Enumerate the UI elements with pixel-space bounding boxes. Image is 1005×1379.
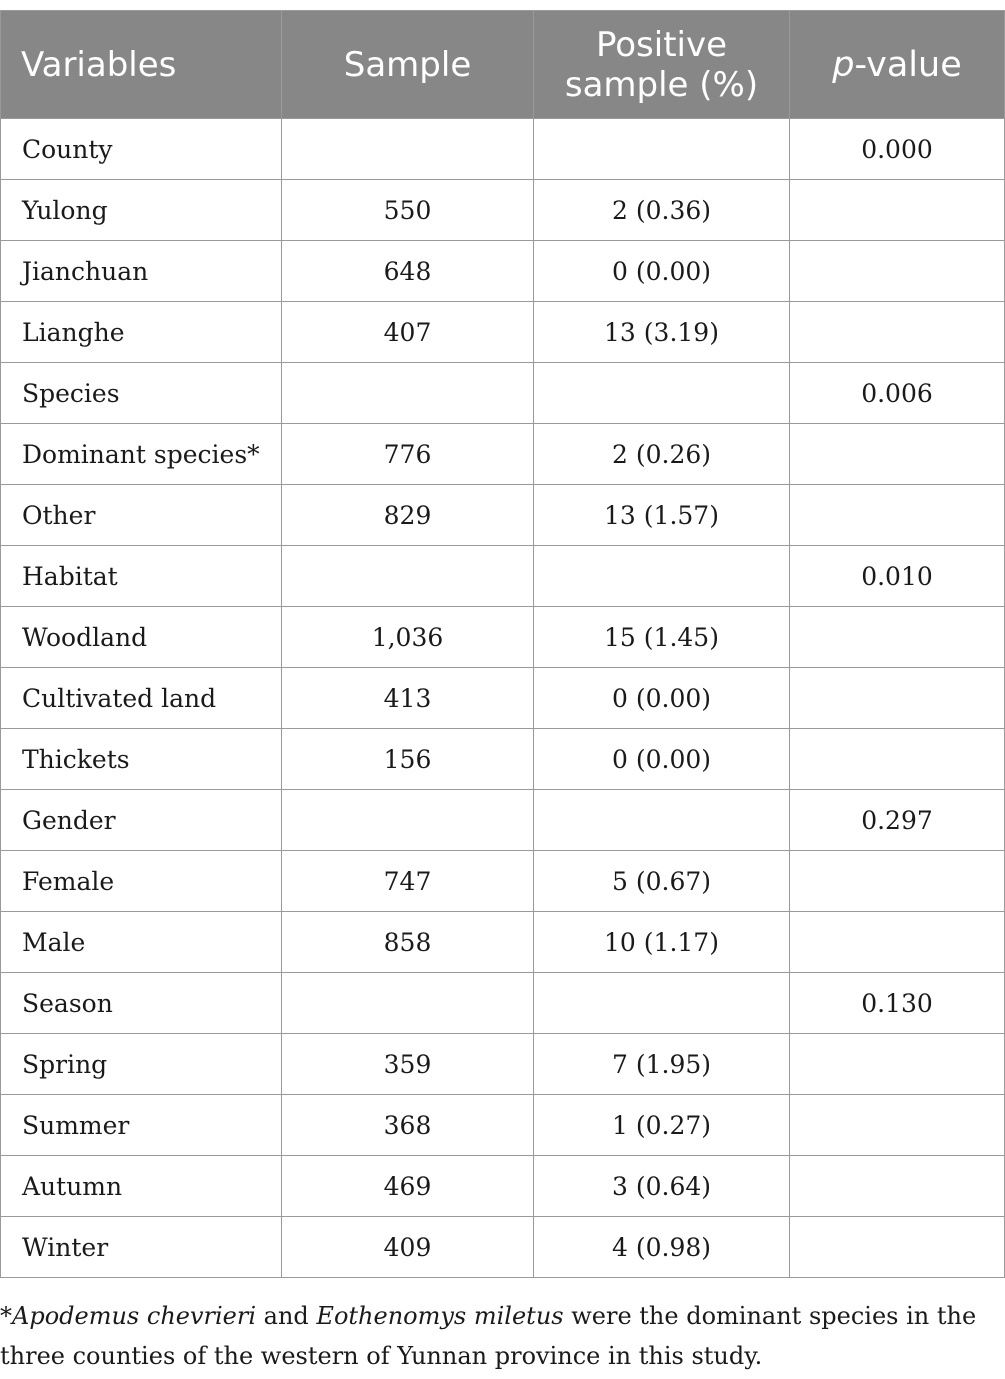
header-pvalue (790, 11, 1005, 119)
cell-positive-sample: 0 (0.00) (534, 729, 790, 790)
cell-sample (282, 973, 534, 1034)
table-row (1, 180, 1005, 241)
table-row (1, 1156, 1005, 1217)
cell-variable: County (1, 119, 282, 180)
cell-variable: Summer (1, 1095, 282, 1156)
cell-sample (282, 363, 534, 424)
footnote-marker: * (0, 1302, 12, 1330)
cell-variable: Dominant species* (1, 424, 282, 485)
table-row (1, 912, 1005, 973)
table-row (1, 851, 1005, 912)
cell-variable: Season (1, 973, 282, 1034)
cell-sample: 776 (282, 424, 534, 485)
cell-variable: Other (1, 485, 282, 546)
cell-positive-sample: 15 (1.45) (534, 607, 790, 668)
table-body (1, 119, 1005, 1278)
cell-positive-sample (534, 790, 790, 851)
cell-variable: Spring (1, 1034, 282, 1095)
cell-variable: Thickets (1, 729, 282, 790)
table-row (1, 1095, 1005, 1156)
cell-positive-sample: 13 (1.57) (534, 485, 790, 546)
table-row (1, 1217, 1005, 1278)
cell-variable: Autumn (1, 1156, 282, 1217)
cell-positive-sample (534, 363, 790, 424)
cell-pvalue (790, 1095, 1005, 1156)
cell-sample (282, 790, 534, 851)
cell-positive-sample: 4 (0.98) (534, 1217, 790, 1278)
cell-pvalue (790, 1217, 1005, 1278)
cell-positive-sample: 2 (0.26) (534, 424, 790, 485)
cell-variable: Gender (1, 790, 282, 851)
cell-variable: Woodland (1, 607, 282, 668)
cell-pvalue (790, 729, 1005, 790)
cell-sample (282, 119, 534, 180)
cell-positive-sample: 0 (0.00) (534, 668, 790, 729)
cell-positive-sample: 13 (3.19) (534, 302, 790, 363)
cell-positive-sample: 7 (1.95) (534, 1034, 790, 1095)
footnote-species-1: Apodemus chevrieri (12, 1302, 257, 1330)
cell-sample: 407 (282, 302, 534, 363)
table-row (1, 363, 1005, 424)
table-header (1, 11, 1005, 119)
cell-pvalue (790, 424, 1005, 485)
cell-variable: Winter (1, 1217, 282, 1278)
cell-variable: Species (1, 363, 282, 424)
cell-positive-sample (534, 546, 790, 607)
table-row (1, 1034, 1005, 1095)
table-row (1, 790, 1005, 851)
table-row (1, 973, 1005, 1034)
cell-positive-sample: 10 (1.17) (534, 912, 790, 973)
cell-sample: 550 (282, 180, 534, 241)
footnote-text: were the dominant species in the three counties of the western of Yunnan province in this study. (0, 1302, 977, 1370)
header-sample: Sample (282, 11, 534, 119)
table-row (1, 546, 1005, 607)
cell-pvalue: 0.130 (790, 973, 1005, 1034)
table-footnote (0, 1296, 1000, 1376)
footnote-species-2: Eothenomys miletus (316, 1302, 564, 1330)
cell-variable: Jianchuan (1, 241, 282, 302)
cell-sample: 829 (282, 485, 534, 546)
cell-sample: 409 (282, 1217, 534, 1278)
cell-sample: 359 (282, 1034, 534, 1095)
cell-sample: 413 (282, 668, 534, 729)
cell-pvalue (790, 1156, 1005, 1217)
header-positive-sample (534, 11, 790, 119)
table-row (1, 729, 1005, 790)
cell-sample: 469 (282, 1156, 534, 1217)
cell-positive-sample: 2 (0.36) (534, 180, 790, 241)
cell-sample: 368 (282, 1095, 534, 1156)
cell-positive-sample: 0 (0.00) (534, 241, 790, 302)
cell-sample: 648 (282, 241, 534, 302)
cell-variable: Male (1, 912, 282, 973)
table-row (1, 302, 1005, 363)
cell-pvalue (790, 607, 1005, 668)
table-row (1, 668, 1005, 729)
cell-sample: 156 (282, 729, 534, 790)
header-pvalue-rest: -value (854, 44, 962, 85)
header-pvalue-italic: p (832, 44, 855, 85)
footnote-and: and (256, 1302, 317, 1330)
header-row (1, 11, 1005, 119)
cell-positive-sample: 5 (0.67) (534, 851, 790, 912)
cell-pvalue (790, 912, 1005, 973)
cell-positive-sample (534, 119, 790, 180)
table-row (1, 607, 1005, 668)
cell-variable: Habitat (1, 546, 282, 607)
cell-pvalue (790, 668, 1005, 729)
cell-pvalue: 0.000 (790, 119, 1005, 180)
cell-pvalue: 0.006 (790, 363, 1005, 424)
header-variables: Variables (1, 11, 282, 119)
cell-positive-sample: 3 (0.64) (534, 1156, 790, 1217)
cell-sample (282, 546, 534, 607)
cell-variable: Yulong (1, 180, 282, 241)
cell-variable: Cultivated land (1, 668, 282, 729)
cell-pvalue: 0.010 (790, 546, 1005, 607)
cell-pvalue (790, 1034, 1005, 1095)
cell-sample: 1,036 (282, 607, 534, 668)
cell-sample: 858 (282, 912, 534, 973)
cell-variable: Lianghe (1, 302, 282, 363)
table-row (1, 241, 1005, 302)
cell-pvalue (790, 485, 1005, 546)
cell-pvalue (790, 241, 1005, 302)
data-table (0, 10, 1005, 1278)
cell-pvalue: 0.297 (790, 790, 1005, 851)
cell-pvalue (790, 851, 1005, 912)
cell-sample: 747 (282, 851, 534, 912)
table-row (1, 119, 1005, 180)
cell-pvalue (790, 302, 1005, 363)
table-row (1, 424, 1005, 485)
cell-positive-sample: 1 (0.27) (534, 1095, 790, 1156)
header-positive-line2: sample (%) (564, 64, 759, 105)
table-row (1, 485, 1005, 546)
header-positive-line1: Positive (595, 24, 728, 65)
cell-positive-sample (534, 973, 790, 1034)
cell-pvalue (790, 180, 1005, 241)
cell-variable: Female (1, 851, 282, 912)
